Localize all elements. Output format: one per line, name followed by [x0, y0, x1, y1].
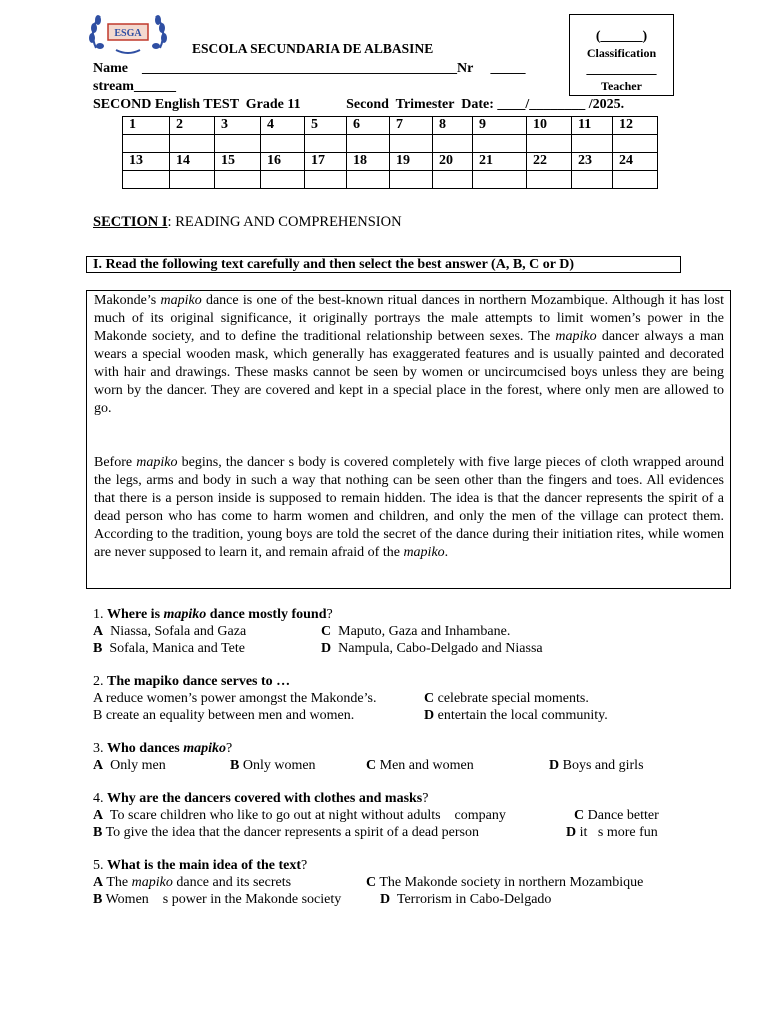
q2-option-d[interactable]: D entertain the local community. [424, 708, 608, 723]
grid-number: 3 [215, 117, 261, 135]
q4-option-d[interactable]: D it s more fun [566, 825, 658, 840]
grid-answer-row-2 [123, 171, 658, 189]
answer-cell[interactable] [170, 171, 215, 189]
answer-cell[interactable] [433, 135, 473, 153]
answer-cell[interactable] [305, 171, 347, 189]
section-title: : READING AND COMPREHENSION [167, 214, 402, 230]
section-heading [93, 214, 402, 231]
grid-number: 19 [390, 153, 433, 171]
grid-number: 13 [123, 153, 170, 171]
answer-cell[interactable] [215, 171, 261, 189]
q5-option-d[interactable]: D Terrorism in Cabo-Delgado [380, 892, 552, 907]
q2-option-c[interactable]: C celebrate special moments. [424, 691, 589, 706]
grid-number: 5 [305, 117, 347, 135]
q1-option-d[interactable]: D Nampula, Cabo-Delgado and Niassa [321, 641, 543, 656]
grid-header-row-2 [123, 153, 658, 171]
grid-number: 18 [347, 153, 390, 171]
answer-cell[interactable] [305, 135, 347, 153]
section-label: SECTION I [93, 214, 168, 230]
q1-option-b[interactable]: B Sofala, Manica and Tete [93, 641, 245, 656]
test-title-line: SECOND English TEST Grade 11 Second Trimester Date: ____/________ /2025. [93, 97, 625, 112]
grid-number: 16 [261, 153, 305, 171]
grid-number: 24 [613, 153, 658, 171]
grid-number: 12 [613, 117, 658, 135]
teacher-label: Teacher [601, 79, 642, 93]
grid-number: 4 [261, 117, 305, 135]
reading-passage [86, 290, 731, 589]
q2-option-a[interactable]: A reduce women’s power amongst the Makonde’s. [93, 691, 377, 706]
grid-number: 14 [170, 153, 215, 171]
answer-cell[interactable] [123, 171, 170, 189]
q5-option-a[interactable]: A The mapiko dance and its secrets [93, 875, 292, 890]
answer-cell[interactable] [261, 135, 305, 153]
passage-paragraph-1: Makonde’s mapiko dance is one of the best-known ritual dances in northern Mozambique. Although it has lost much of its original significance, it originally portrays the male attempts to limit women’s power in the Makonde society, and to define the traditional relationship between sexes. The mapiko dancer always a man wears a special wooden mask, which generally has exaggerated features and is usually painted and decorated with hair and drawings. These masks cannot be seen by women or uncircumcised boys unless they are being worn by the dancer. They are covered and kept in a special place in the forest, where only men are allowed to go. [94, 293, 725, 416]
answer-cell[interactable] [613, 171, 658, 189]
grid-number: 20 [433, 153, 473, 171]
grid-answer-row-1 [123, 135, 658, 153]
q4-option-a[interactable]: A To scare children who like to go out at night without adults company [93, 808, 506, 823]
q1-option-a[interactable]: A Niassa, Sofala and Gaza [93, 624, 247, 639]
grid-number: 10 [527, 117, 572, 135]
q3-option-a[interactable]: A Only men [93, 758, 166, 773]
answer-cell[interactable] [123, 135, 170, 153]
answer-cell[interactable] [527, 135, 572, 153]
grid-number: 8 [433, 117, 473, 135]
grid-number: 2 [170, 117, 215, 135]
grid-number: 11 [572, 117, 613, 135]
grid-number: 23 [572, 153, 613, 171]
question-1: 1. Where is mapiko dance mostly found? [93, 607, 333, 622]
logo-text: ESGA [114, 28, 142, 39]
answer-cell[interactable] [215, 135, 261, 153]
grid-number: 17 [305, 153, 347, 171]
grid-number: 21 [473, 153, 527, 171]
answer-cell[interactable] [390, 135, 433, 153]
grid-number: 6 [347, 117, 390, 135]
question-3: 3. Who dances mapiko? [93, 741, 233, 756]
grid-number: 15 [215, 153, 261, 171]
q3-option-c[interactable]: C Men and women [366, 758, 474, 773]
grid-number: 1 [123, 117, 170, 135]
classification-blank[interactable]: (______) [595, 29, 648, 44]
answer-cell[interactable] [527, 171, 572, 189]
answer-cell[interactable] [261, 171, 305, 189]
q4-option-b[interactable]: B To give the idea that the dancer represents a spirit of a dead person [93, 825, 479, 840]
school-logo [86, 8, 170, 58]
q2-option-b[interactable]: B create an equality between men and women. [93, 708, 355, 723]
q4-option-c[interactable]: C Dance better [574, 808, 659, 823]
answer-cell[interactable] [473, 135, 527, 153]
q5-option-c[interactable]: C The Makonde society in northern Mozambique [366, 875, 644, 890]
q3-option-d[interactable]: D Boys and girls [549, 758, 644, 773]
question-2: 2. The mapiko dance serves to … [93, 674, 291, 689]
answer-cell[interactable] [170, 135, 215, 153]
question-4: 4. Why are the dancers covered with clothes and masks? [93, 791, 429, 806]
answer-cell[interactable] [473, 171, 527, 189]
grid-number: 9 [473, 117, 527, 135]
grid-number: 22 [527, 153, 572, 171]
classification-box [569, 14, 674, 96]
passage-paragraph-2: Before mapiko begins, the dancer s body is covered completely with five large pieces of cloth wrapped around the legs, arms and body in such a way that nothing can be seen other than the fingers and toes. All evidences that there is a person inside is supposed to remain hidden. The idea is that the dancer represents the spirit of a dead person who has come to harm women and children, and only the men of the village can protect them. According to the tradition, young boys are told the secret of the dance during their initiation rites, while women are never supposed to learn it, and remain afraid of the mapiko. [94, 455, 725, 560]
answer-cell[interactable] [572, 135, 613, 153]
q3-option-b[interactable]: B Only women [230, 758, 316, 773]
q5-option-b[interactable]: B Women s power in the Makonde society [93, 892, 342, 907]
q1-option-c[interactable]: C Maputo, Gaza and Inhambane. [321, 624, 511, 639]
question-5: 5. What is the main idea of the text? [93, 858, 308, 873]
school-name: ESCOLA SECUNDARIA DE ALBASINE [192, 41, 434, 56]
stream-line[interactable]: stream______ [93, 79, 176, 94]
answer-cell[interactable] [433, 171, 473, 189]
answer-cell[interactable] [613, 135, 658, 153]
name-line[interactable]: Name _____________________________________________Nr _____ [93, 61, 526, 76]
grid-number: 7 [390, 117, 433, 135]
grid-header-row-1 [123, 117, 658, 135]
answer-grid [122, 116, 658, 189]
classification-label: Classification [586, 46, 657, 60]
answer-cell[interactable] [347, 135, 390, 153]
answer-cell[interactable] [347, 171, 390, 189]
teacher-blank[interactable]: __________ [586, 62, 657, 77]
answer-cell[interactable] [572, 171, 613, 189]
answer-cell[interactable] [390, 171, 433, 189]
instruction-box: I. Read the following text carefully and then select the best answer (A, B, C or D) [86, 256, 681, 273]
